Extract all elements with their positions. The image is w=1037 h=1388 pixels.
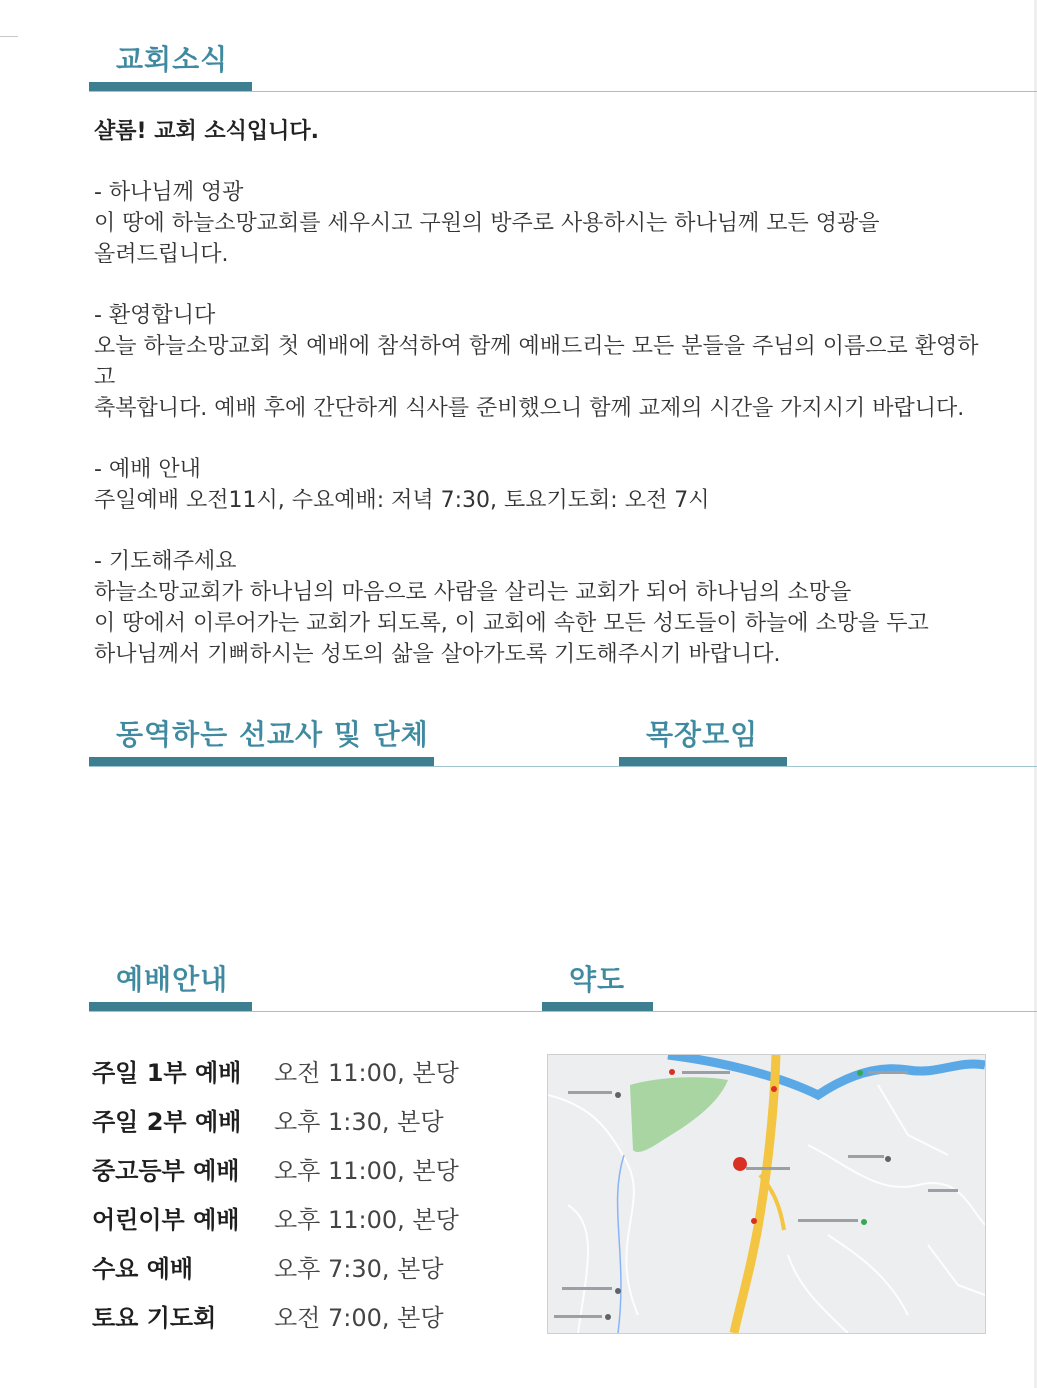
schedule-time: 오후 1:30, 본당 — [274, 1108, 444, 1136]
news-block-heading: - 예배 안내 — [94, 457, 201, 482]
news-block-line: 하나님께서 기뻐하시는 성도의 삶을 살아가도록 기도해주시기 바랍니다. — [94, 642, 781, 667]
news-block-welcome — [94, 300, 994, 424]
location-map[interactable] — [547, 1054, 986, 1334]
news-greeting: 샬롬! 교회 소식입니다. — [94, 119, 319, 144]
news-content — [94, 116, 994, 700]
news-block-worship-info — [94, 454, 994, 516]
schedule-name: 어린이부 예배 — [92, 1206, 240, 1234]
mission-section-title: 동역하는 선교사 및 단체 — [116, 718, 429, 751]
worship-section-title: 예배안내 — [116, 963, 229, 996]
news-section-title: 교회소식 — [116, 43, 229, 76]
schedule-name: 주일 1부 예배 — [92, 1059, 242, 1087]
news-section-header — [89, 32, 289, 92]
schedule-row — [92, 1242, 512, 1291]
schedule-name: 토요 기도회 — [92, 1304, 217, 1332]
schedule-time: 오전 11:00, 본당 — [274, 1059, 459, 1087]
news-block-line: 주일예배 오전11시, 수요예배: 저녁 7:30, 토요기도회: 오전 7시 — [94, 488, 710, 513]
worship-section-header — [89, 952, 289, 1012]
schedule-row — [92, 1144, 512, 1193]
schedule-row — [92, 1046, 512, 1095]
schedule-name: 수요 예배 — [92, 1255, 194, 1283]
news-block-line: 오늘 하늘소망교회 첫 예배에 참석하여 함께 예배드리는 모든 분들을 주님의 이름으로 환영하고 — [94, 334, 979, 390]
schedule-row — [92, 1291, 512, 1340]
mission-section-header — [89, 707, 489, 767]
corner-divider — [0, 36, 18, 37]
news-block-line: 축복합니다. 예배 후에 간단하게 식사를 준비했으니 함께 교제의 시간을 가지시기 바랍니다. — [94, 396, 965, 421]
news-block-heading: - 환영합니다 — [94, 303, 216, 328]
schedule-time: 오후 11:00, 본당 — [274, 1157, 459, 1185]
cell-section-header — [619, 707, 819, 767]
worship-schedule — [92, 1046, 512, 1340]
schedule-time: 오후 7:30, 본당 — [274, 1255, 444, 1283]
map-graphic — [548, 1055, 985, 1333]
schedule-row — [92, 1095, 512, 1144]
schedule-time: 오전 7:00, 본당 — [274, 1304, 444, 1332]
cell-section-title: 목장모임 — [646, 718, 759, 751]
map-section-title: 약도 — [569, 963, 626, 996]
schedule-time: 오후 11:00, 본당 — [274, 1206, 459, 1234]
news-block-heading: - 하나님께 영광 — [94, 180, 244, 205]
news-block-line: 이 땅에서 이루어가는 교회가 되도록, 이 교회에 속한 모든 성도들이 하늘에 소망을 두고 — [94, 611, 929, 636]
schedule-row — [92, 1193, 512, 1242]
news-block-line: 하늘소망교회가 하나님의 마음으로 사람을 살리는 교회가 되어 하나님의 소망을 — [94, 580, 852, 605]
worship-section-rule — [89, 1011, 1037, 1012]
schedule-name: 중고등부 예배 — [92, 1157, 240, 1185]
news-block-line: 올려드립니다. — [94, 242, 229, 267]
news-block-prayer — [94, 546, 994, 670]
map-section-header — [542, 952, 742, 1012]
news-block-heading: - 기도해주세요 — [94, 549, 237, 574]
news-block-line: 이 땅에 하늘소망교회를 세우시고 구원의 방주로 사용하시는 하나님께 모든 영광을 — [94, 211, 880, 236]
mission-section-rule — [89, 766, 1037, 767]
news-block-glory — [94, 177, 994, 270]
news-section-rule — [89, 91, 1037, 92]
schedule-name: 주일 2부 예배 — [92, 1108, 242, 1136]
